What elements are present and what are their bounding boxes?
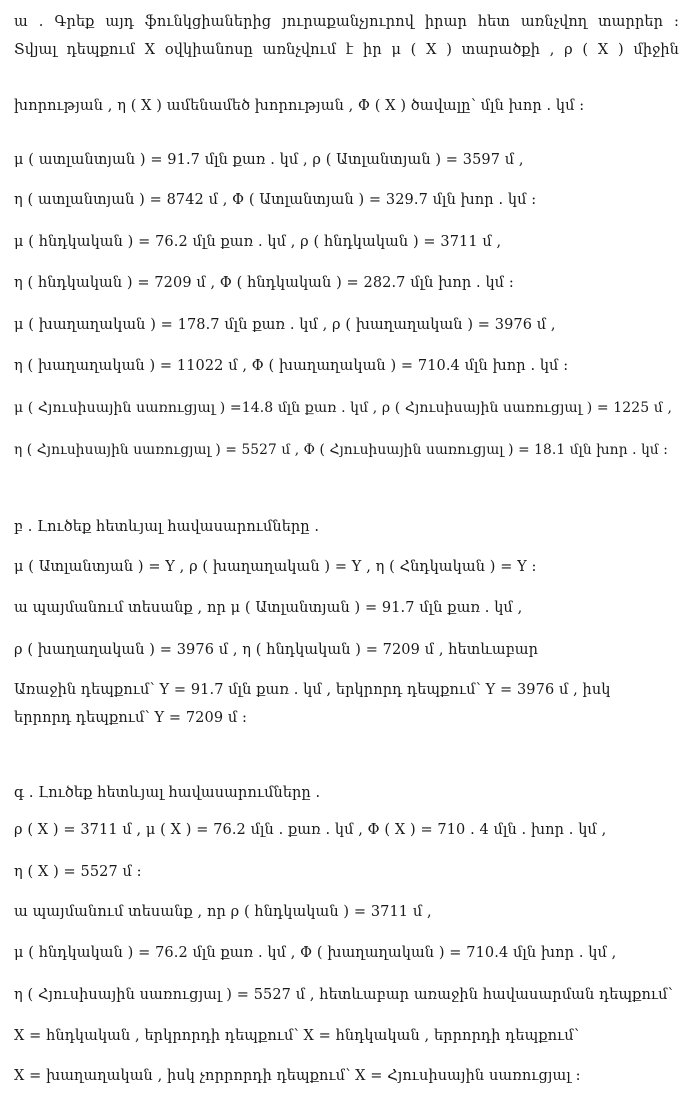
section-b-line: երրորդ դեպքում՝ Y = 7209 մ : (14, 710, 247, 726)
section-a-intro-line-2: Տվյալ դեպքում X օվկիանոսը առնչվում է իր μ ( X ) տարածքի , ρ ( X ) միջին (14, 42, 679, 58)
fact-line: η ( ատլանտյան ) = 8742 մ , Φ ( Ատլանտյան ) = 329.7 մլն խոր . կմ : (14, 192, 537, 208)
fact-line: μ ( հնդկական ) = 76.2 մլն քառ . կմ , ρ ( հնդկական ) = 3711 մ , (14, 234, 502, 250)
section-c-heading: գ . Լուծեք հետևյալ հավասարումները . (14, 785, 321, 801)
section-a-intro-line-3: խորության , η ( X ) ամենամեծ խորության , Φ ( X ) ծավալը՝ մլն խոր . կմ : (14, 98, 585, 114)
fact-line: μ ( Հյուսիսային սառուցյալ ) =14.8 մլն քառ . կմ , ρ ( Հյուսիսային սառուցյալ ) = 1225 մ , (14, 400, 673, 416)
fact-line: μ ( խաղաղական ) = 178.7 մլն քառ . կմ , ρ ( խաղաղական ) = 3976 մ , (14, 317, 556, 333)
section-c-line: ա պայմանում տեսանք , որ ρ ( հնդկական ) = 3711 մ , (14, 904, 432, 920)
section-c-line: η ( X ) = 5527 մ : (14, 864, 142, 880)
section-b-heading: բ . Լուծեք հետևյալ հավասարումները . (14, 519, 320, 535)
fact-line: η ( հնդկական ) = 7209 մ , Φ ( հնդկական ) = 282.7 մլն խոր . կմ : (14, 275, 514, 291)
section-c-line: X = հնդկական , երկրորդի դեպքում՝ X = հնդկական , երրորդի դեպքում՝ (14, 1028, 580, 1044)
section-c-line: X = խաղաղական , իսկ չորրորդի դեպքում՝ X = Հյուսիսային սառուցյալ : (14, 1068, 581, 1084)
section-b-line: μ ( Ատլանտյան ) = Y , ρ ( խաղաղական ) = Y , η ( Հնդկական ) = Y : (14, 559, 537, 575)
fact-line: μ ( ատլանտյան ) = 91.7 մլն քառ . կմ , ρ ( Ատլանտյան ) = 3597 մ , (14, 152, 524, 168)
section-a-intro-line-1: ա . Գրեք այդ ֆունկցիաներից յուրաքանչյուրով իրար հետ առնչվող տարրեր : (14, 14, 679, 30)
section-c-line: μ ( հնդկական ) = 76.2 մլն քառ . կմ , Φ ( խաղաղական ) = 710.4 մլն խոր . կմ , (14, 945, 617, 961)
section-b-line: ρ ( խաղաղական ) = 3976 մ , η ( հնդկական ) = 7209 մ , հետևաբար (14, 642, 539, 658)
section-c-line: η ( Հյուսիսային սառուցյալ ) = 5527 մ , հետևաբար առաջին հավասարման դեպքում՝ (14, 987, 673, 1003)
section-b-line: Առաջին դեպքում՝ Y = 91.7 մլն քառ . կմ , երկրորդ դեպքում՝ Y = 3976 մ , իսկ (14, 682, 611, 698)
fact-line: η ( խաղաղական ) = 11022 մ , Φ ( խաղաղական ) = 710.4 մլն խոր . կմ : (14, 358, 569, 374)
fact-line: η ( Հյուսիսային սառուցյալ ) = 5527 մ , Φ ( Հյուսիսային սառուցյալ ) = 18.1 մլն խոր . կմ : (14, 442, 668, 458)
section-c-line: ρ ( X ) = 3711 մ , μ ( X ) = 76.2 մլն . քառ . կմ , Φ ( X ) = 710 . 4 մլն . խոր . կմ , (14, 822, 607, 838)
section-b-line: ա պայմանում տեսանք , որ μ ( Ատլանտյան ) = 91.7 մլն քառ . կմ , (14, 600, 523, 616)
